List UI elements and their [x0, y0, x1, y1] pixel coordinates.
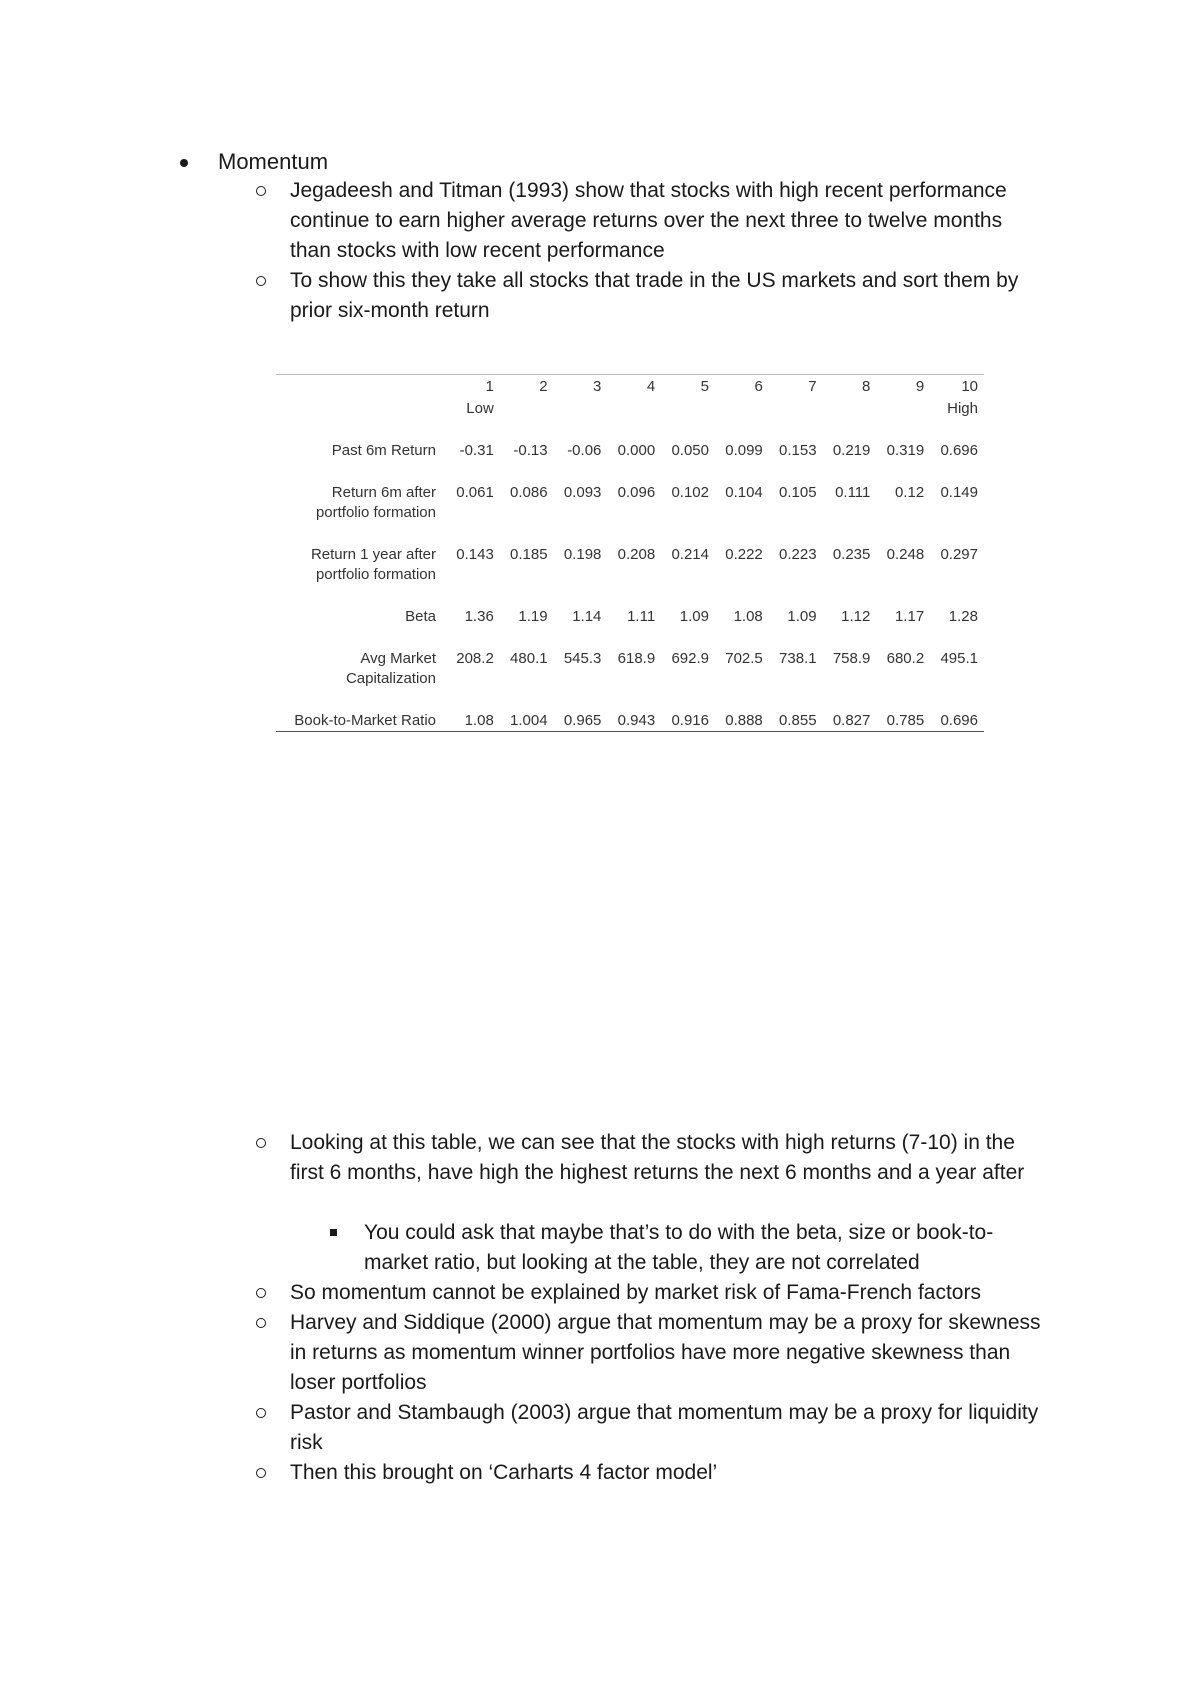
- table-cell: 618.9: [617, 650, 656, 667]
- sub-bullet-text: So momentum cannot be explained by market risk of Fama-French factors: [290, 1281, 981, 1304]
- table-cell: 0.965: [554, 711, 608, 732]
- table-cell: 0.235: [832, 546, 871, 563]
- table-cell: 1.36: [464, 608, 494, 625]
- table-cell: 0.214: [671, 546, 709, 563]
- table-cell: 1.08: [446, 711, 500, 732]
- sub-sub-bullet-text: You could ask that maybe that’s to do with the beta, size or book-to-market ratio, but looking at the table, they are not correlated: [364, 1221, 994, 1274]
- col-header: 7: [769, 375, 823, 398]
- table-cell: 0.222: [725, 546, 763, 563]
- table-cell: 0.785: [876, 711, 930, 732]
- table-row: [276, 711, 984, 732]
- sub-bullet-text: Pastor and Stambaugh (2003) argue that momentum may be a proxy for liquidity risk: [290, 1401, 1039, 1454]
- sub-bullet: [256, 1278, 1046, 1308]
- circle-bullet-icon: [256, 1288, 266, 1298]
- col-sub-high: High: [947, 400, 978, 417]
- table-cell: 692.9: [671, 650, 709, 667]
- table-cell: 0.061: [456, 484, 494, 501]
- table-cell: -0.31: [459, 442, 494, 459]
- circle-bullet-icon: [256, 1318, 266, 1328]
- table-cell: 1.09: [679, 608, 709, 625]
- table-cell: 0.12: [894, 484, 925, 501]
- table-cell: 0.096: [617, 484, 656, 501]
- col-header: 5: [661, 375, 715, 398]
- col-header: 8: [823, 375, 877, 398]
- table-cell: -0.06: [567, 442, 602, 459]
- row-label: Beta: [405, 608, 436, 625]
- sub-bullet: [256, 1128, 1046, 1188]
- bullet-dot-icon: [180, 159, 188, 167]
- table-cell: 1.08: [733, 608, 763, 625]
- table-cell: -0.13: [513, 442, 548, 459]
- table-cell: 1.28: [948, 608, 978, 625]
- table-cell: 208.2: [456, 650, 494, 667]
- table-cell: 680.2: [886, 650, 925, 667]
- col-header: 2: [500, 375, 554, 398]
- sub-bullet-text: Then this brought on ‘Carharts 4 factor model’: [290, 1461, 718, 1484]
- circle-bullet-icon: [256, 1138, 266, 1148]
- table-cell: 0.111: [835, 484, 871, 501]
- col-header: 1: [446, 375, 500, 398]
- table-cell: 0.696: [940, 442, 978, 459]
- table-cell: 0.319: [886, 442, 925, 459]
- sub-bullet: [256, 176, 1046, 266]
- row-label: Return 6m after portfolio formation: [315, 484, 436, 521]
- table-cell: 0.208: [617, 546, 656, 563]
- table-cell: 1.14: [572, 608, 602, 625]
- table-cell: 0.093: [563, 484, 602, 501]
- table-cell: 1.004: [500, 711, 554, 732]
- table-cell: 0.855: [769, 711, 823, 732]
- table-cell: 0.143: [456, 546, 494, 563]
- row-label: Past 6m Return: [331, 442, 436, 459]
- table-cell: 0.185: [510, 546, 548, 563]
- table-cell: 0.104: [725, 484, 763, 501]
- table-cell: 1.19: [518, 608, 548, 625]
- table-cell: 0.000: [617, 442, 656, 459]
- table-cell: 0.297: [940, 546, 978, 563]
- square-bullet-icon: [330, 1229, 337, 1236]
- header-empty: [276, 375, 446, 398]
- sub-bullet: [256, 1458, 1046, 1488]
- table-cell: 0.050: [671, 442, 709, 459]
- table-cell: 0.888: [715, 711, 769, 732]
- circle-bullet-icon: [256, 1468, 266, 1478]
- col-header: 3: [554, 375, 608, 398]
- table-cell: 1.11: [627, 608, 656, 625]
- row-label: Avg Market Capitalization: [345, 650, 436, 687]
- circle-bullet-icon: [256, 186, 266, 196]
- col-sub-low: Low: [466, 400, 494, 417]
- circle-bullet-icon: [256, 1408, 266, 1418]
- table-cell: 0.248: [886, 546, 925, 563]
- sub-bullet-text: Jegadeesh and Titman (1993) show that stocks with high recent performance continue to earn higher average returns over the next three to twelve months than stocks with low recent performance: [290, 179, 1007, 262]
- sub-bullet-text: Harvey and Siddique (2000) argue that momentum may be a proxy for skewness in returns as momentum winner portfolios have more negative skewness than loser portfolios: [290, 1311, 1041, 1394]
- col-header: 9: [876, 375, 930, 398]
- sub-bullet-text: Looking at this table, we can see that the stocks with high returns (7-10) in the first 6 months, have high the highest returns the next 6 months and a year after: [290, 1131, 1025, 1184]
- table-cell: 0.149: [940, 484, 978, 501]
- table-cell: 545.3: [563, 650, 602, 667]
- table-cell: 0.086: [510, 484, 548, 501]
- table-cell: 0.223: [779, 546, 817, 563]
- table-cell: 0.153: [779, 442, 817, 459]
- table-cell: 0.219: [832, 442, 871, 459]
- bullet-text: Momentum: [218, 149, 329, 174]
- sub-bullet-text: To show this they take all stocks that trade in the US markets and sort them by prior six-month return: [290, 269, 1019, 322]
- row-label: Return 1 year after portfolio formation: [310, 546, 436, 583]
- table-cell: 1.09: [787, 608, 817, 625]
- table-cell: 1.17: [894, 608, 925, 625]
- table-row: [276, 545, 984, 585]
- sub-sub-bullet: [330, 1218, 1050, 1278]
- table-cell: 738.1: [779, 650, 817, 667]
- table-cell: 0.696: [930, 711, 984, 732]
- col-header: 6: [715, 375, 769, 398]
- row-label: Book-to-Market Ratio: [276, 711, 446, 732]
- table-cell: 0.943: [607, 711, 661, 732]
- table-cell: 0.102: [671, 484, 709, 501]
- table-row: [276, 483, 984, 523]
- table-cell: 702.5: [725, 650, 763, 667]
- table-cell: 0.105: [779, 484, 817, 501]
- momentum-table: [276, 374, 984, 732]
- col-header: 4: [607, 375, 661, 398]
- table-row: [276, 441, 984, 461]
- table-cell: 758.9: [832, 650, 871, 667]
- table-cell: 1.12: [841, 608, 871, 625]
- table-row: [276, 607, 984, 627]
- table-cell: 480.1: [510, 650, 548, 667]
- col-header: 10: [930, 375, 984, 398]
- table-row: [276, 649, 984, 689]
- sub-bullet: [256, 266, 1046, 326]
- circle-bullet-icon: [256, 276, 266, 286]
- table-cell: 0.198: [563, 546, 602, 563]
- table-cell: 0.099: [725, 442, 763, 459]
- sub-bullet: [256, 1308, 1046, 1398]
- sub-bullet: [256, 1398, 1046, 1458]
- table-cell: 495.1: [940, 650, 978, 667]
- table-cell: 0.916: [661, 711, 715, 732]
- table-cell: 0.827: [823, 711, 877, 732]
